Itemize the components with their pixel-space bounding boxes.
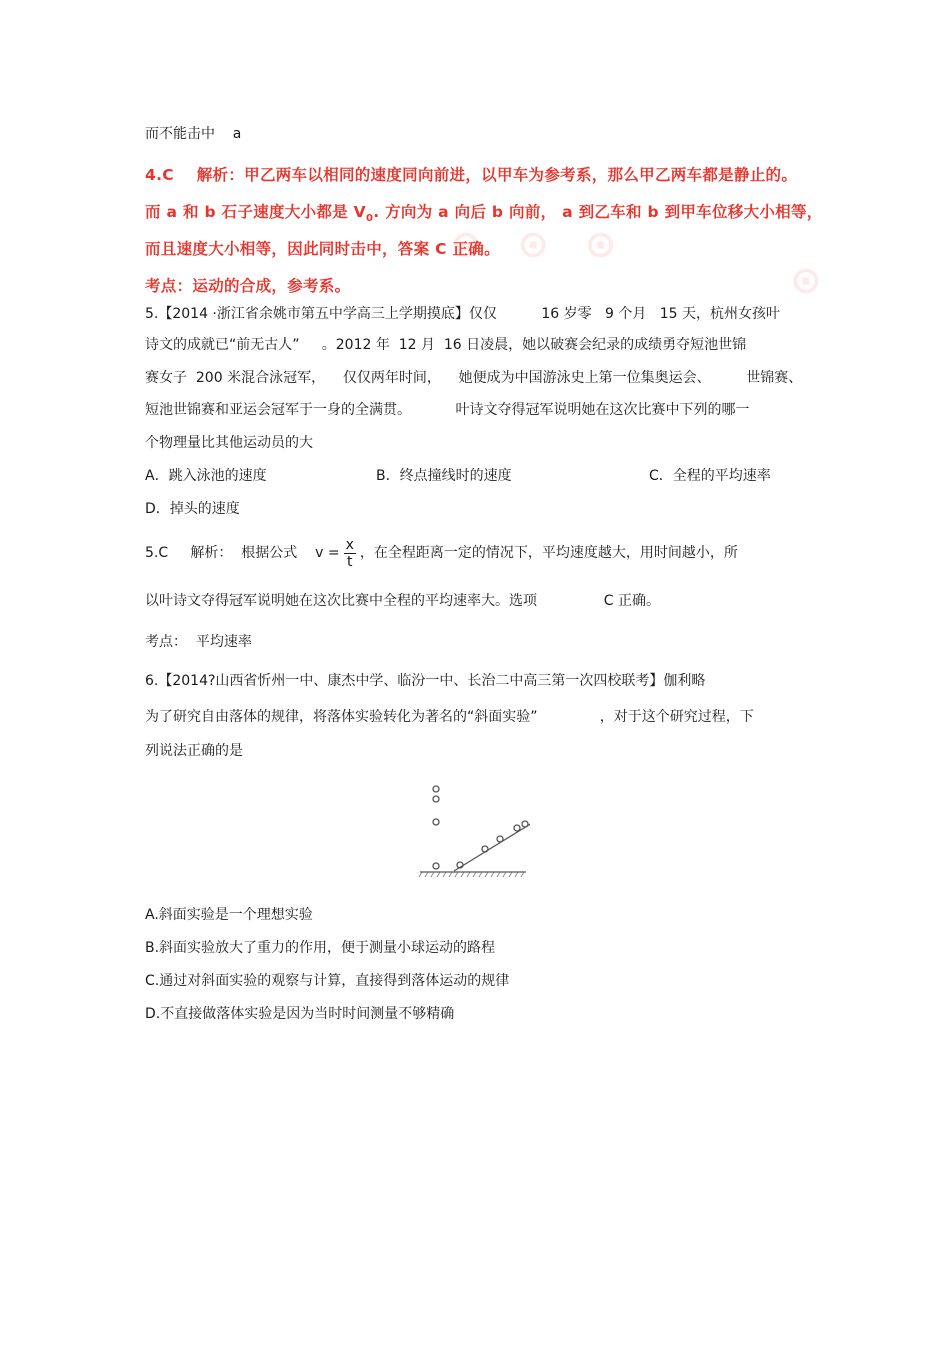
rolling-ball (497, 836, 503, 842)
question-5-line-4: 短池世锦赛和亚运会冠军于一身的全满贯。 叶诗文夺得冠军说明她在这次比赛中下列的哪一 (145, 402, 750, 418)
question-5-line-2: 诗文的成就已“前无古人” 。2012 年 12 月 16 日凌晨，她以破赛会纪录的成绩勇夺短池世锦 (145, 337, 747, 353)
answer-5-line-2: 以叶诗文夺得冠军说明她在这次比赛中全程的平均速率大。选项 C 正确。 (145, 593, 660, 609)
falling-ball (433, 786, 439, 792)
inclined-plane-experiment-illustration (418, 780, 530, 880)
question-6-option-d: D.不直接做落体实验是因为当时时间测量不够精确 (145, 1006, 455, 1022)
answer-5-line-1 (145, 535, 738, 571)
answer-4-keypoint (145, 276, 350, 296)
text-line: 而不能击中 a (145, 126, 242, 142)
answer-4-line-1 (145, 165, 797, 185)
rolling-ball (482, 846, 488, 852)
rolling-ball (514, 825, 520, 831)
answer-text: 而 a 和 b 石子速度大小都是 V (145, 203, 366, 221)
answer-text: ，在全程距离一定的情况下，平均速度越大，用时间越小，所 (359, 545, 738, 561)
question-6-line-1: 6.【2014?山西省忻州一中、康杰中学、临汾一中、长治二中高三第一次四校联考】伽利略 (145, 673, 706, 689)
answer-4-line-3: 而且速度大小相等，因此同时击中，答案 C 正确。 (145, 240, 500, 258)
ground-hatching (419, 872, 524, 877)
rolling-ball (522, 821, 528, 827)
fraction-x-over-t (344, 537, 356, 570)
answer-text: 5.C 解析： 根据公式 v = (145, 545, 340, 561)
fraction-denominator: t (346, 553, 353, 570)
answer-5-keypoint: 考点： 平均速率 (145, 634, 252, 650)
question-5-line-3: 赛女子 200 米混合泳冠军， 仅仅两年时间， 她便成为中国游泳史上第一位集奥运会、 世锦赛、 (145, 370, 803, 386)
watermark-graphic: ⊙ ⊙ ⊙ (450, 222, 620, 266)
question-5-option-b: B．终点撞线时的速度 (376, 468, 512, 484)
answer-number: 4.C (145, 166, 174, 184)
answer-label: 解析： (196, 166, 245, 184)
question-5-line-5: 个物理量比其他运动员的大 (145, 435, 313, 451)
question-5-option-c: C．全程的平均速率 (649, 468, 771, 484)
question-6-option-c: C.通过对斜面实验的观察与计算，直接得到落体运动的规律 (145, 973, 510, 989)
falling-ball (433, 819, 439, 825)
question-5-option-d: D．掉头的速度 (145, 501, 240, 517)
question-6-option-a: A.斜面实验是一个理想实验 (145, 907, 313, 923)
question-6-line-3: 列说法正确的是 (145, 743, 243, 759)
question-6-line-2: 为了研究自由落体的规律，将落体实验转化为著名的“斜面实验” ，对于这个研究过程，下 (145, 709, 754, 725)
falling-ball (433, 863, 439, 869)
subscript: 0 (365, 213, 374, 225)
question-6-option-b: B.斜面实验放大了重力的作用，便于测量小球运动的路程 (145, 940, 496, 956)
keypoint-text: 运动的合成，参考系。 (192, 277, 351, 295)
watermark-graphic: ⊙ (790, 258, 825, 302)
falling-ball (433, 796, 439, 802)
fraction-numerator: x (345, 536, 354, 553)
question-5-option-a: A．跳入泳池的速度 (145, 468, 267, 484)
keypoint-label: 考点： (145, 277, 193, 295)
answer-text: 甲乙两车以相同的速度同向前进，以甲车为参考系，那么甲乙两车都是静止的。 (244, 166, 798, 184)
answer-text: . 方向为 a 向后 b 向前， a 到乙车和 b 到甲车位移大小相等， (373, 203, 823, 221)
question-5-line-1: 5.【2014 ·浙江省余姚市第五中学高三上学期摸底】仅仅 16 岁零 9 个月 15 天，杭州女孩叶 (145, 306, 780, 322)
